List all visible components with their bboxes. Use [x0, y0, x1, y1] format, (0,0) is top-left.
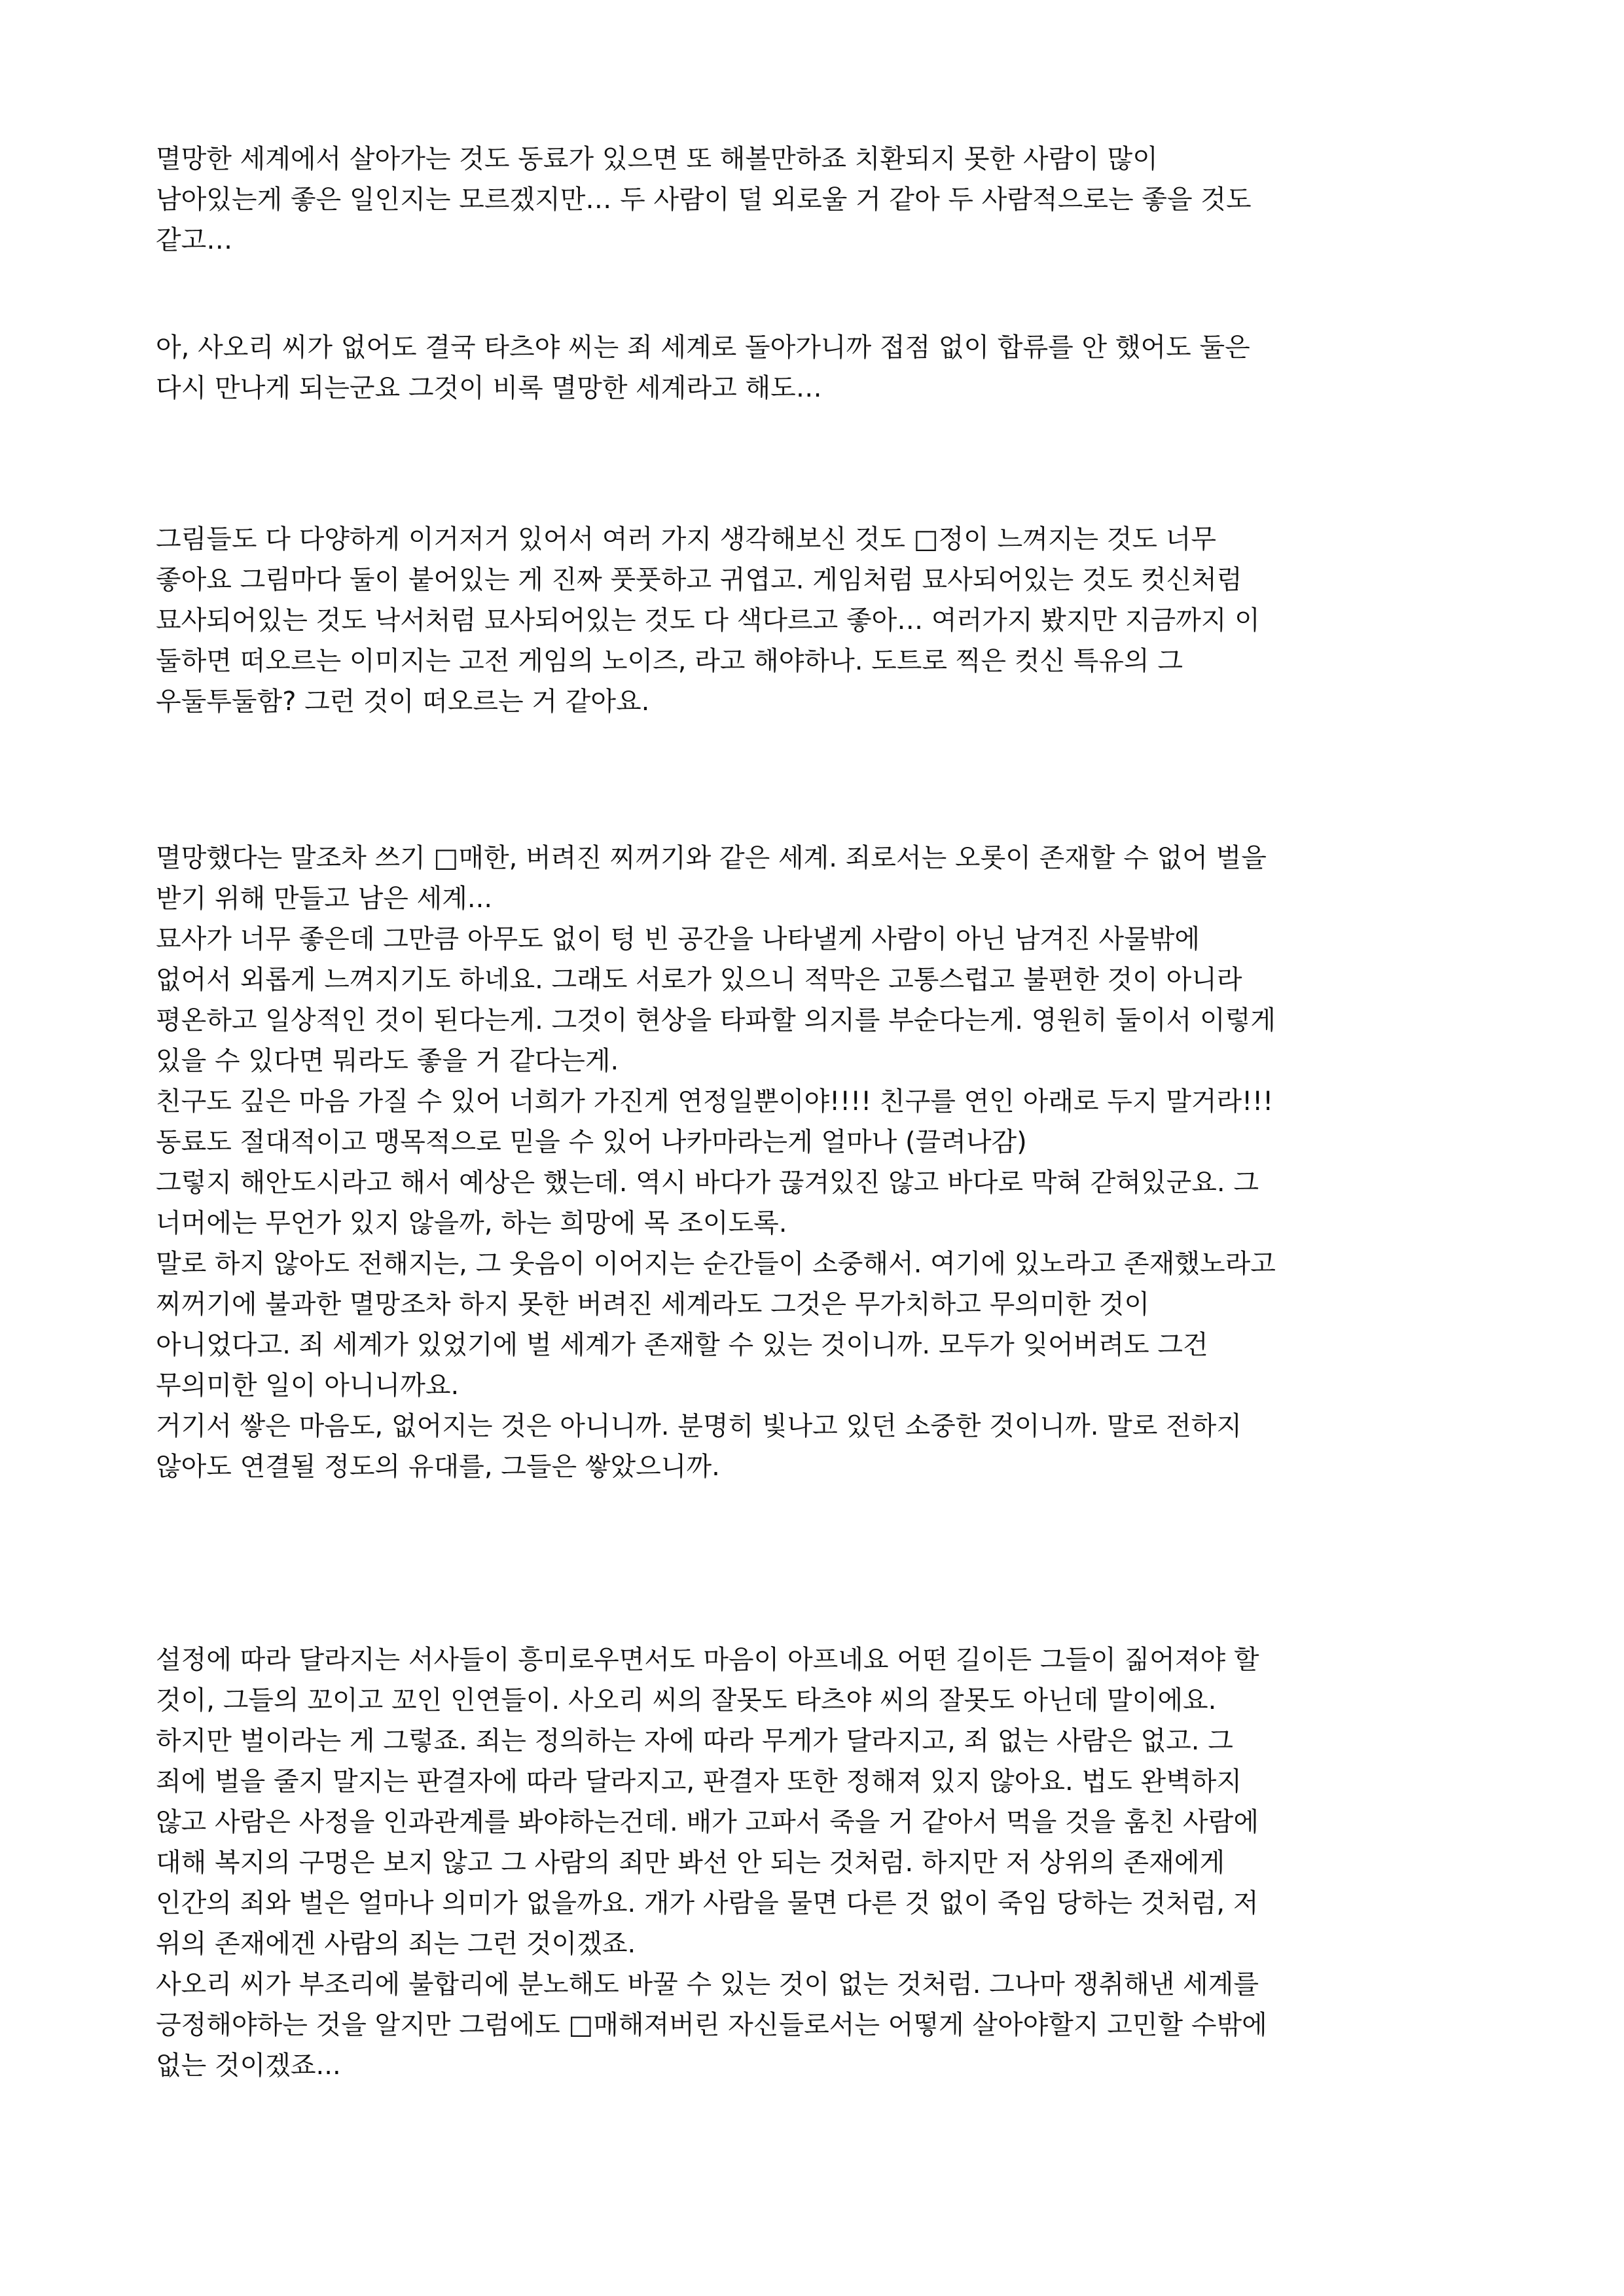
text-line: 않아도 연결될 정도의 유대를, 그들은 쌓았으니까. [156, 1452, 720, 1482]
text-line: 그렇지 해안도시라고 해서 예상은 했는데. 역시 바다가 끊겨있진 않고 바다로 막혀 갇혀있군요. 그 [156, 1168, 1259, 1198]
text-line: 묘사가 너무 좋은데 그만큼 아무도 없이 텅 빈 공간을 나타낼게 사람이 아닌 남겨진 사물밖에 [156, 924, 1200, 954]
text-line: 다시 만나게 되는군요 그것이 비록 멸망한 세계라고 해도… [156, 373, 822, 403]
text-line: 같고… [156, 225, 233, 255]
paragraph-2 [156, 327, 1471, 408]
paragraph-5 [156, 1640, 1471, 2086]
text-line: 설정에 따라 달라지는 서사들이 흥미로우면서도 마음이 아프네요 어떤 길이든 그들이 짊어져야 할 [156, 1645, 1259, 1675]
text-line: 무의미한 일이 아니니까요. [156, 1371, 460, 1401]
text-line: 아니었다고. 죄 세계가 있었기에 벌 세계가 존재할 수 있는 것이니까. 모두가 잊어버려도 그건 [156, 1330, 1208, 1360]
text-line: 인간의 죄와 벌은 얼마나 의미가 없을까요. 개가 사람을 물면 다른 것 없이 죽임 당하는 것처럼, 저 [156, 1888, 1259, 1918]
text-line: 긍정해야하는 것을 알지만 그럼에도 □매해져버린 자신들로서는 어떻게 살아야할지 고민할 수밖에 [156, 2010, 1267, 2040]
paragraph-4 [156, 838, 1471, 1487]
text-line: 좋아요 그림마다 둘이 붙어있는 게 진짜 풋풋하고 귀엽고. 게임처럼 묘사되어있는 것도 컷신처럼 [156, 565, 1242, 595]
paragraph-3 [156, 519, 1471, 722]
text-line: 대해 복지의 구멍은 보지 않고 그 사람의 죄만 봐선 안 되는 것처럼. 하지만 저 상위의 존재에게 [156, 1848, 1225, 1878]
text-line: 묘사되어있는 것도 낙서처럼 묘사되어있는 것도 다 색다르고 좋아… 여러가지 봤지만 지금까지 이 [156, 605, 1260, 636]
text-line: 말로 하지 않아도 전해지는, 그 웃음이 이어지는 순간들이 소중해서. 여기에 있노라고 존재했노라고 [156, 1249, 1276, 1279]
paragraph-1 [156, 139, 1471, 260]
text-line: 멸망한 세계에서 살아가는 것도 동료가 있으면 또 해볼만하죠 치환되지 못한 사람이 많이 [156, 144, 1158, 174]
text-line: 평온하고 일상적인 것이 된다는게. 그것이 현상을 타파할 의지를 부순다는게. 영원히 둘이서 이렇게 [156, 1005, 1276, 1035]
text-line: 없는 것이겠죠... [156, 2051, 341, 2081]
text-line: 않고 사람은 사정을 인과관계를 봐야하는건데. 배가 고파서 죽을 거 같아서 먹을 것을 훔친 사람에 [156, 1807, 1259, 1837]
text-line: 둘하면 떠오르는 이미지는 고전 게임의 노이즈, 라고 해야하나. 도트로 찍은 컷신 특유의 그 [156, 646, 1183, 676]
text-line: 없어서 외롭게 느껴지기도 하네요. 그래도 서로가 있으니 적막은 고통스럽고 불편한 것이 아니라 [156, 965, 1242, 995]
text-line: 것이, 그들의 꼬이고 꼬인 인연들이. 사오리 씨의 잘못도 타츠야 씨의 잘못도 아닌데 말이에요. [156, 1685, 1217, 1715]
text-line: 그림들도 다 다양하게 이거저거 있어서 여러 가지 생각해보신 것도 □정이 느껴지는 것도 너무 [156, 524, 1217, 554]
text-line: 우둘투둘함? 그런 것이 떠오르는 거 같아요. [156, 687, 650, 717]
text-line: 사오리 씨가 부조리에 불합리에 분노해도 바꿀 수 있는 것이 없는 것처럼. 그나마 쟁취해낸 세계를 [156, 1969, 1259, 2000]
text-line: 남아있는게 좋은 일인지는 모르겠지만… 두 사람이 덜 외로울 거 같아 두 사람적으로는 좋을 것도 [156, 185, 1252, 215]
text-line: 멸망했다는 말조차 쓰기 □매한, 버려진 찌꺼기와 같은 세계. 죄로서는 오롯이 존재할 수 없어 벌을 [156, 843, 1267, 873]
text-line: 너머에는 무언가 있지 않을까, 하는 희망에 목 조이도록. [156, 1208, 787, 1238]
text-line: 받기 위해 만들고 남은 세계... [156, 884, 493, 914]
text-line: 죄에 벌을 줄지 말지는 판결자에 따라 달라지고, 판결자 또한 정해져 있지 않아요. 법도 완벽하지 [156, 1767, 1242, 1797]
text-line: 친구도 깊은 마음 가질 수 있어 너희가 가진게 연정일뿐이야!!!! 친구를 연인 아래로 두지 말거라!!! [156, 1086, 1274, 1117]
text-line: 있을 수 있다면 뭐라도 좋을 거 같다는게. [156, 1046, 619, 1076]
text-line: 동료도 절대적이고 맹목적으로 믿을 수 있어 나카마라는게 얼마나 (끌려나감) [156, 1127, 1027, 1157]
text-line: 거기서 쌓은 마음도, 없어지는 것은 아니니까. 분명히 빛나고 있던 소중한 것이니까. 말로 전하지 [156, 1411, 1242, 1441]
text-line: 하지만 벌이라는 게 그렇죠. 죄는 정의하는 자에 따라 무게가 달라지고, 죄 없는 사람은 없고. 그 [156, 1726, 1233, 1756]
text-line: 찌꺼기에 불과한 멸망조차 하지 못한 버려진 세계라도 그것은 무가치하고 무의미한 것이 [156, 1289, 1150, 1319]
text-line: 아, 사오리 씨가 없어도 결국 타츠야 씨는 죄 세계로 돌아가니까 접점 없이 합류를 안 했어도 둘은 [156, 332, 1250, 363]
text-line: 위의 존재에겐 사람의 죄는 그런 것이겠죠. [156, 1929, 636, 1959]
